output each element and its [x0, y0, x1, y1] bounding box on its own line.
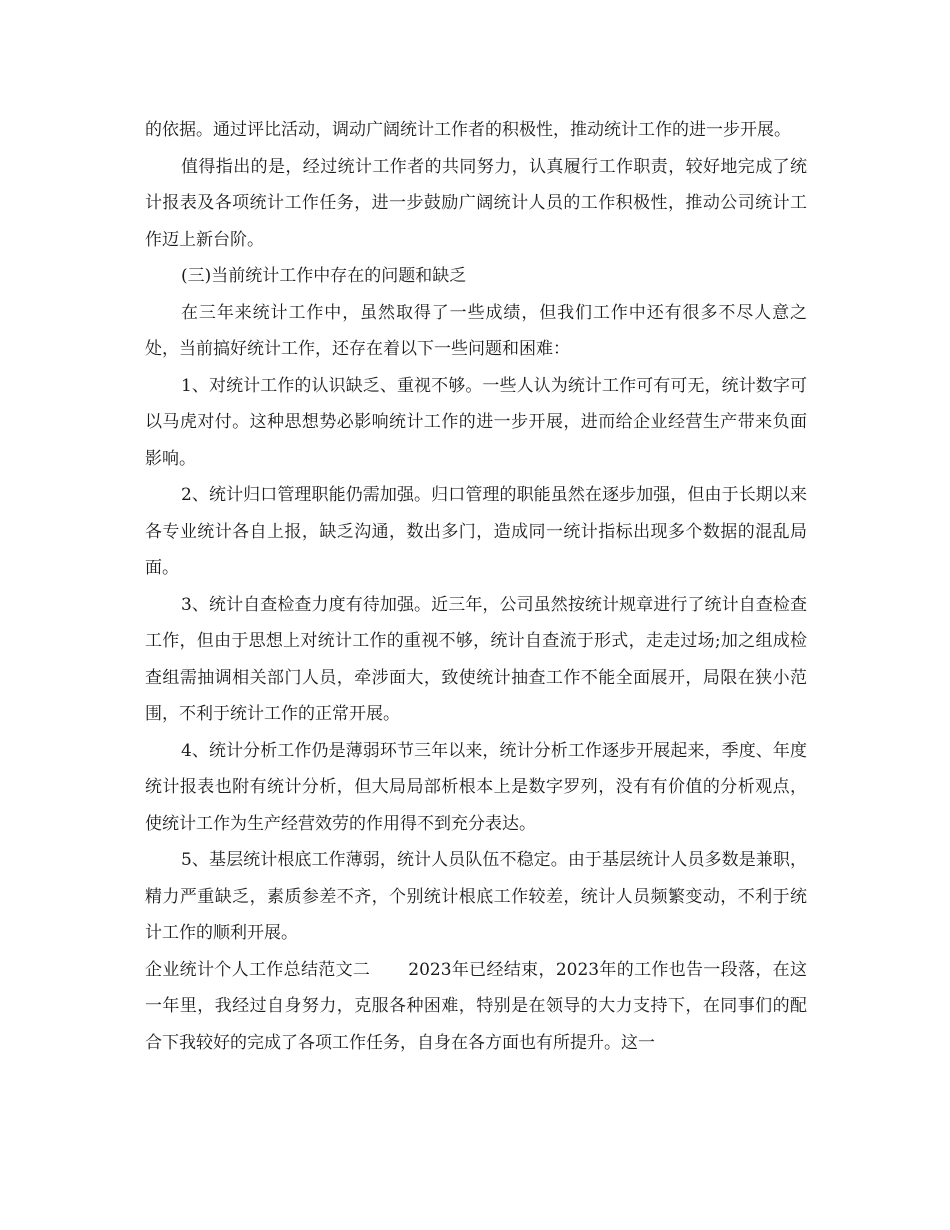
- list-item-3: 3、统计自查检查力度有待加强。近三年，公司虽然按统计规章进行了统计自查检查工作，但由于思想上对统计工作的重视不够，统计自查流于形式，走走过场;加之组成检查组需抽调相关部门人员，牵涉面大，致使统计抽查工作不能全面展开，局限在狭小范围，不利于统计工作的正常开展。: [145, 594, 807, 724]
- section-paragraph: [145, 952, 807, 1062]
- list-item-4: 4、统计分析工作仍是薄弱环节三年以来，统计分析工作逐步开展起来，季度、年度统计报表也附有统计分析，但大局局部析根本上是数字罗列，没有有价值的分析观点，使统计工作为生产经营效劳的作用得不到充分表达。: [145, 740, 807, 834]
- paragraph-continued: 的依据。通过评比活动，调动广阔统计工作者的积极性，推动统计工作的进一步开展。: [145, 120, 791, 140]
- document-body: [145, 112, 807, 1061]
- paragraph: 在三年来统计工作中，虽然取得了一些成绩，但我们工作中还有很多不尽人意之处，当前搞好统计工作，还存在着以下一些问题和困难：: [145, 302, 807, 359]
- section-title: 企业统计个人工作总结范文二: [145, 959, 371, 980]
- list-item-2: 2、统计归口管理职能仍需加强。归口管理的职能虽然在逐步加强，但由于长期以来各专业统计各自上报，缺乏沟通，数出多门，造成同一统计指标出现多个数据的混乱局面。: [145, 485, 807, 578]
- list-item-1: 1、对统计工作的认识缺乏、重视不够。一些人认为统计工作可有可无，统计数字可以马虎对付。这种思想势必影响统计工作的进一步开展，进而给企业经营生产带来负面影响。: [145, 375, 807, 469]
- subsection-heading: (三)当前统计工作中存在的问题和缺乏: [181, 266, 467, 286]
- section-body: 2023年已经结束，2023年的工作也告一段落，在这一年里，我经过自身努力，克服各种困难，特别是在领导的大力支持下，在同事们的配合下我较好的完成了各项工作任务，自身在各方面也有所提升。这一: [145, 959, 808, 1053]
- list-item-5: 5、基层统计根底工作薄弱，统计人员队伍不稳定。由于基层统计人员多数是兼职，精力严重缺乏，素质参差不齐，个别统计根底工作较差，统计人员频繁变动，不利于统计工作的顺利开展。: [145, 850, 807, 943]
- paragraph: 值得指出的是，经过统计工作者的共同努力，认真履行工作职责，较好地完成了统计报表及各项统计工作任务，进一步鼓励广阔统计人员的工作积极性，推动公司统计工作迈上新台阶。: [145, 156, 807, 250]
